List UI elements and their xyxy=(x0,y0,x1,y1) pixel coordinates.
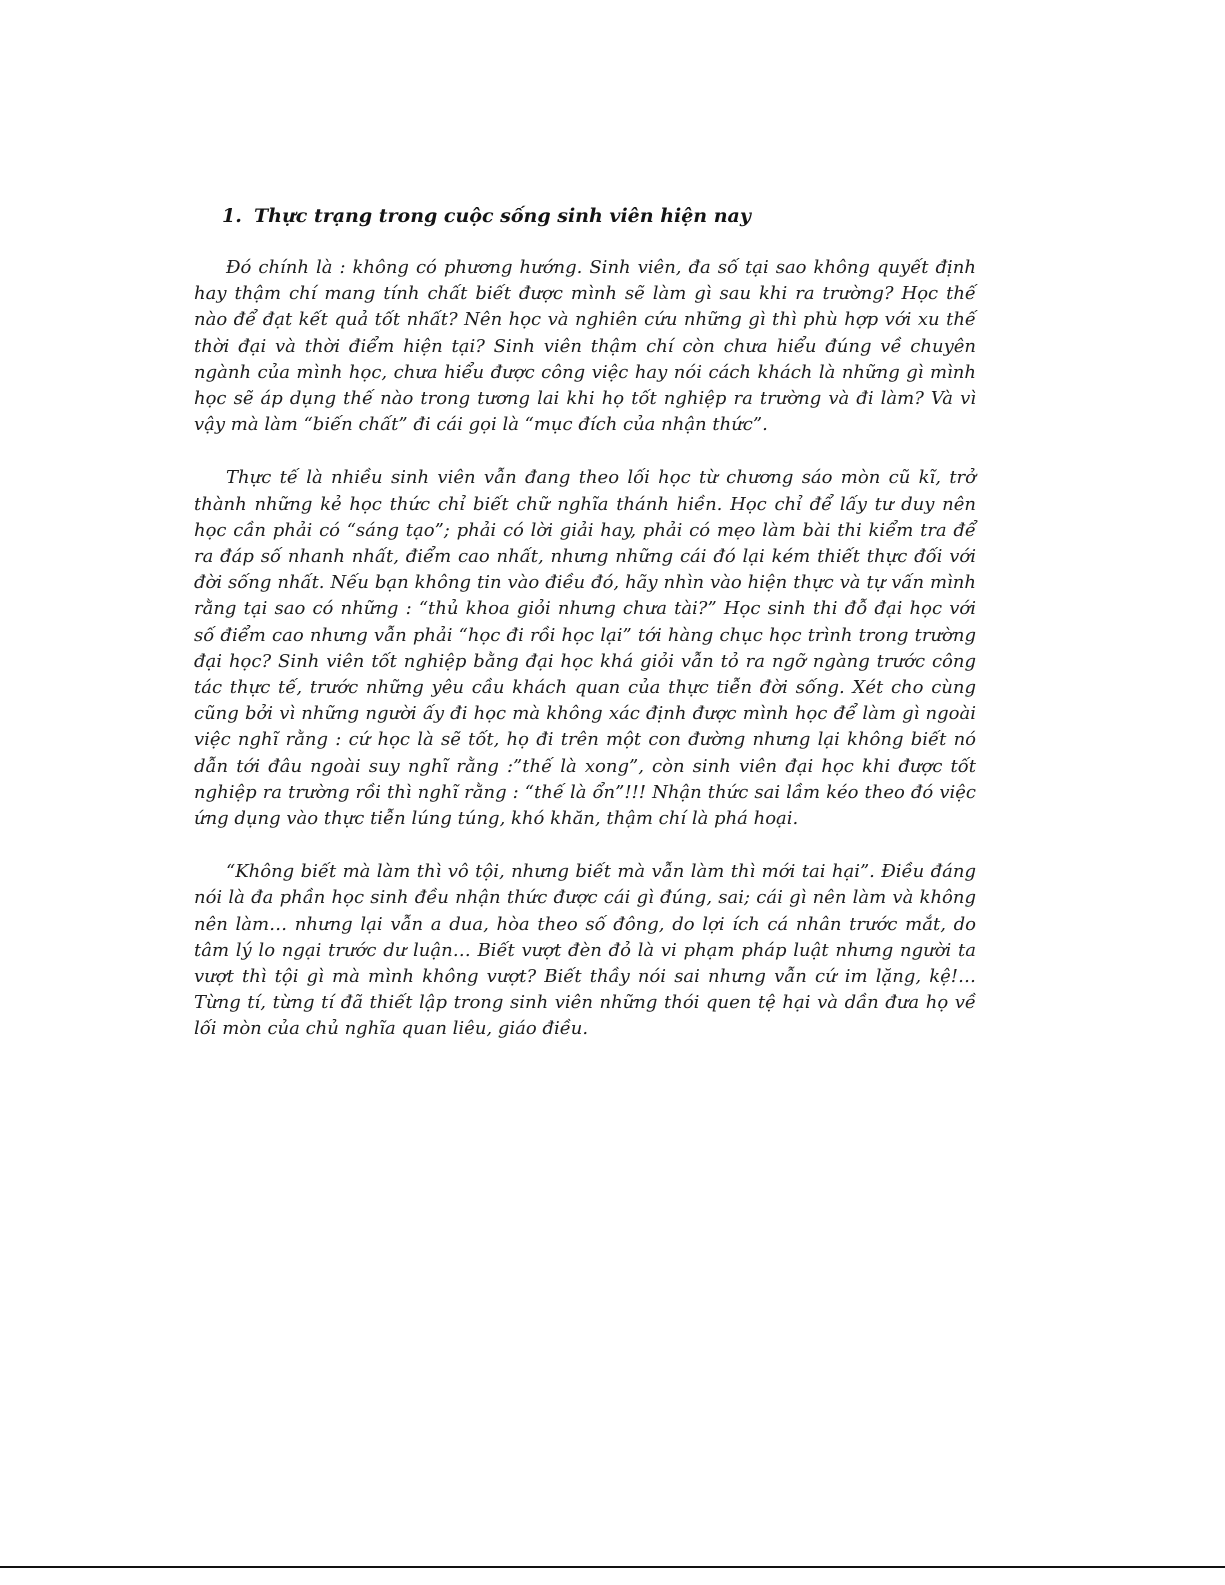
body-text xyxy=(194,255,976,1070)
section-number: 1. xyxy=(222,205,242,227)
paragraph: Đó chính là : không có phương hướng. Sinh viên, đa số tại sao không quyết định hay thậm chí mang tính chất biết được mình sẽ làm gì sau khi ra trường? Học thế nào để đạt kết quả tốt nhất? Nên học và nghiên cứu những gì thì phù hợp với xu thế thời đại và thời điểm hiện tại? Sinh viên thậm chí còn chưa hiểu đúng về chuyên ngành của mình học, chưa hiểu được công việc hay nói cách khách là những gì mình học sẽ áp dụng thế nào trong tương lai khi họ tốt nghiệp ra trường và đi làm? Và vì vậy mà làm “biến chất” đi cái gọi là “mục đích của nhận thức”. xyxy=(194,257,976,436)
paragraph: “Không biết mà làm thì vô tội, nhưng biết mà vẫn làm thì mới tai hại”. Điều đáng nói là đa phần học sinh đều nhận thức được cái gì đúng, sai; cái gì nên làm và không nên làm… nhưng lại vẫn a dua, hòa theo số đông, do lợi ích cá nhân trước mắt, do tâm lý lo ngại trước dư luận… Biết vượt đèn đỏ là vi phạm pháp luật nhưng người ta vượt thì tội gì mà mình không vượt? Biết thầy nói sai nhưng vẫn cứ im lặng, kệ!…Từng tí, từng tí đã thiết lập trong sinh viên những thói quen tệ hại và dần đưa họ về lối mòn của chủ nghĩa quan liêu, giáo điều. xyxy=(194,861,976,1040)
page-bottom-border xyxy=(0,1566,1225,1568)
section-heading xyxy=(222,203,982,229)
paragraph: Thực tế là nhiều sinh viên vẫn đang theo lối học từ chương sáo mòn cũ kĩ, trở thành những kẻ học thức chỉ biết chữ nghĩa thánh hiền. Học chỉ để lấy tư duy nên học cần phải có “sáng tạo”; phải có lời giải hay, phải có mẹo làm bài thi kiểm tra để ra đáp số nhanh nhất, điểm cao nhất, nhưng những cái đó lại kém thiết thực đối với đời sống nhất. Nếu bạn không tin vào điều đó, hãy nhìn vào hiện thực và tự vấn mình rằng tại sao có những : “thủ khoa giỏi nhưng chưa tài?” Học sinh thi đỗ đại học với số điểm cao nhưng vẫn phải “học đi rồi học lại” tới hàng chục học trình trong trường đại học? Sinh viên tốt nghiệp bằng đại học khá giỏi vẫn tỏ ra ngỡ ngàng trước công tác thực tế, trước những yêu cầu khách quan của thực tiễn đời sống. Xét cho cùng cũng bởi vì những người ấy đi học mà không xác định được mình học để làm gì ngoài việc nghĩ rằng : cứ học là sẽ tốt, họ đi trên một con đường nhưng lại không biết nó dẫn tới đâu ngoài suy nghĩ rằng :”thế là xong”, còn sinh viên đại học khi được tốt nghiệp ra trường rồi thì nghĩ rằng : “thế là ổn”!!! Nhận thức sai lầm kéo theo đó việc ứng dụng vào thực tiễn lúng túng, khó khăn, thậm chí là phá hoại. xyxy=(194,467,976,830)
section-title: Thực trạng trong cuộc sống sinh viên hiện nay xyxy=(254,205,751,227)
